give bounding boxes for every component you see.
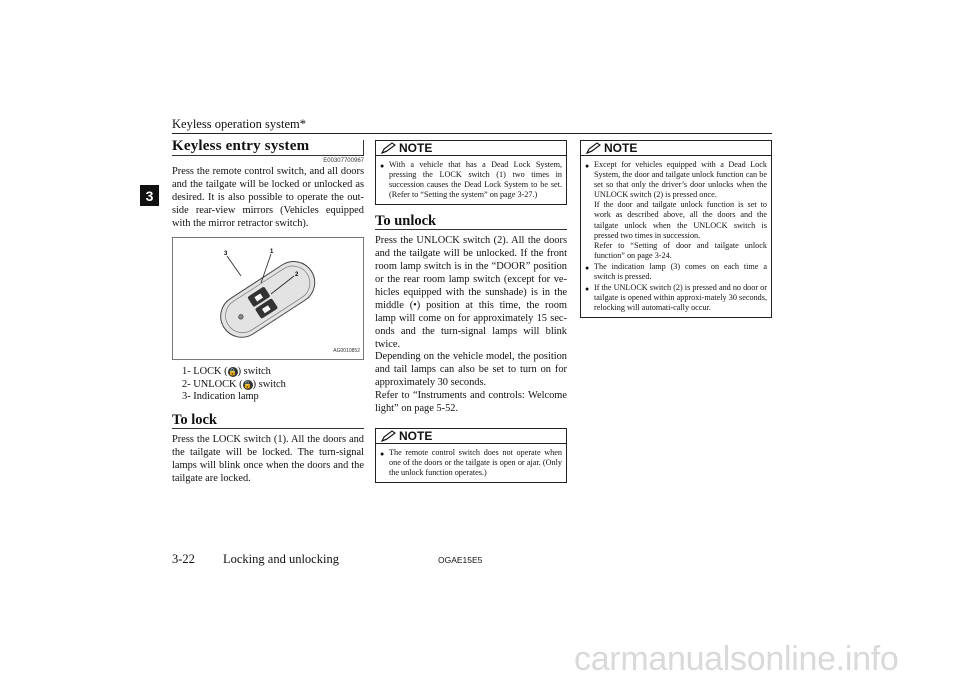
footer-section-title: Locking and unlocking bbox=[223, 552, 339, 566]
figure-legend bbox=[182, 366, 364, 404]
note-label: NOTE bbox=[399, 140, 433, 155]
running-header: Keyless operation system* bbox=[172, 117, 307, 131]
unlock-paragraph-2: Depending on the vehicle model, the position and tail lamps can also be set to turn on for approximately 30 seconds. bbox=[375, 351, 567, 389]
note-box-door-open bbox=[375, 428, 567, 483]
bullet-icon: ● bbox=[585, 162, 590, 170]
column-2 bbox=[375, 140, 567, 489]
unlock-paragraph-3: Refer to “Instruments and controls: Welcome light” on page 5-52. bbox=[375, 390, 567, 415]
note-bullet-item: ● If the UNLOCK switch (2) is pressed and no door or tailgate is opened within approxi-mately 30 seconds, relocking will automati-cally occur. bbox=[585, 283, 767, 313]
legend-item-lock: 1- LOCK (🔒) switch bbox=[182, 366, 271, 378]
lock-icon: 🔒 bbox=[228, 368, 237, 377]
intro-paragraph: Press the remote control switch, and all doors and the tailgate will be locked or unlocked as desired. It is also possible to operate the out-side rear-view mirrors (Vehicles equipped with the mirror retractor switch). bbox=[172, 165, 364, 229]
unlock-icon: 🔓 bbox=[243, 380, 252, 389]
footer-code: OGAE15E5 bbox=[438, 555, 483, 565]
to-lock-heading: To lock bbox=[172, 414, 364, 429]
note-bullet-item: ● With a vehicle that has a Dead Lock System, pressing the LOCK switch (1) two times in succession causes the Dead Lock System to be set. (Refer to “Setting the system” on page 3-27.) bbox=[380, 160, 562, 200]
note-label: NOTE bbox=[399, 428, 433, 443]
chapter-tab: 3 bbox=[140, 185, 159, 206]
column-3 bbox=[580, 140, 772, 324]
note-bullet-item: ● The remote control switch does not operate when one of the doors or the tailgate is open or ajar. (Only the unlock function operates.) bbox=[380, 447, 562, 478]
section-code: E00307700967 bbox=[323, 157, 364, 164]
note-label: NOTE bbox=[604, 140, 638, 155]
note-box-dead-lock bbox=[375, 140, 567, 205]
note-pencil-icon bbox=[586, 142, 601, 154]
callout-3: 3 bbox=[224, 251, 228, 258]
column-1 bbox=[172, 140, 364, 485]
note-bullet-item: ● Except for vehicles equipped with a Dead Lock System, the door and tailgate unlock function can be set so that only the driver’s door unlocks when the UNLOCK switch (2) is pressed once. If the door and tailgate unlock function is set to work as described above, all the doors and the tailgate unlock when the UNLOCK switch is pressed two times in succession. Refer to “Setting of door and tailgate unlock function” on page 3-24. bbox=[585, 160, 767, 260]
note-pencil-icon bbox=[381, 430, 396, 442]
unlock-paragraph-1: Press the UNLOCK switch (2). All the doors and the tailgate will be unlocked. If the front room lamp switch is in the “DOOR” position or the rear room lamp switch (except for ve-hicles equipped with the sunshade) is in the middle (•) position at this time, the room lamp will come on for approximately 15 sec-onds and the turn-signal lamps will blink twice. bbox=[375, 235, 567, 350]
note-box-unlock-settings bbox=[580, 140, 772, 318]
bullet-icon: ● bbox=[585, 285, 590, 294]
legend-item-lamp: 3- Indication lamp bbox=[182, 391, 259, 403]
watermark: carmanualsonline.info bbox=[574, 640, 899, 678]
to-lock-paragraph: Press the LOCK switch (1). All the doors and the tailgate will be locked. The turn-signal lamps will blink once when the doors and the tailgate are locked. bbox=[172, 433, 364, 484]
figure-code: AG0010852 bbox=[333, 347, 360, 354]
section-title: Keyless entry system bbox=[172, 140, 364, 156]
callout-1: 1 bbox=[270, 249, 274, 256]
legend-item-unlock: 2- UNLOCK (🔓) switch bbox=[182, 378, 286, 390]
to-unlock-heading: To unlock bbox=[375, 215, 567, 230]
note-pencil-icon bbox=[381, 142, 396, 154]
note-bullet-item: ● The indication lamp (3) comes on each time a switch is pressed. bbox=[585, 261, 767, 282]
bullet-icon: ● bbox=[380, 449, 385, 458]
bullet-icon: ● bbox=[380, 162, 385, 170]
footer-page-number: 3-22 bbox=[172, 552, 195, 566]
callout-2: 2 bbox=[295, 272, 299, 279]
header-rule bbox=[172, 133, 772, 134]
bullet-icon: ● bbox=[585, 263, 590, 272]
key-fob-figure bbox=[172, 237, 364, 360]
key-fob-illustration bbox=[173, 238, 363, 359]
